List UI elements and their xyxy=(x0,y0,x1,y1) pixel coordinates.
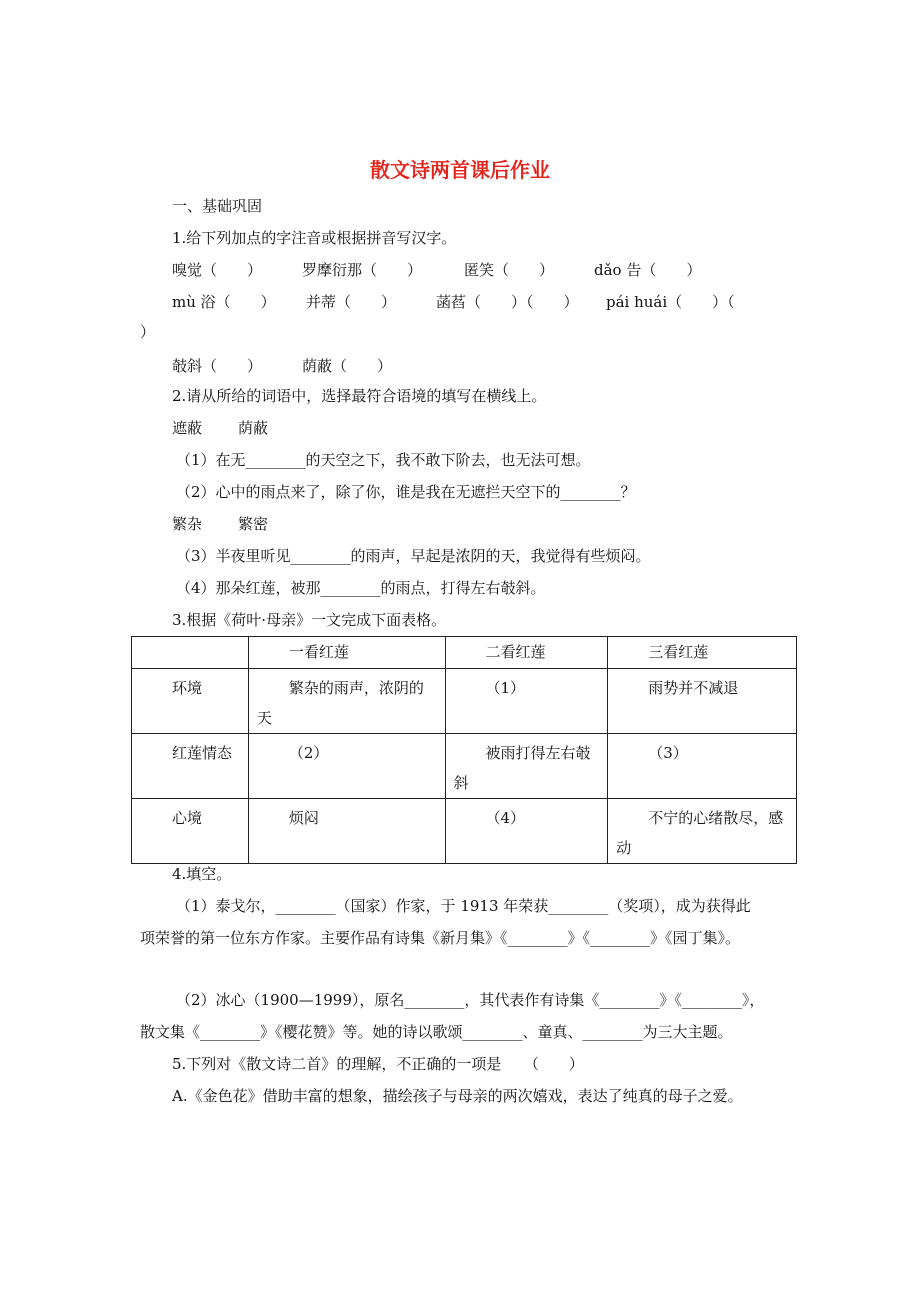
page-title: 散文诗两首课后作业 xyxy=(370,158,550,182)
word-option: 繁密 xyxy=(238,515,269,533)
table-header-cell: 一看红莲 xyxy=(248,637,445,669)
sentence-2: （2）心中的雨点来了，除了你，谁是我在无遮拦天空下的________？ xyxy=(176,483,636,501)
question-3-prompt: 3.根据《荷叶·母亲》一文完成下面表格。 xyxy=(172,611,447,629)
question-1-prompt: 1.给下列加点的字注音或根据拼音写汉字。 xyxy=(172,229,457,247)
table-row-label: 心境 xyxy=(132,799,249,864)
question-5-prompt: 5.下列对《散文诗二首》的理解，不正确的一项是 （ ） xyxy=(172,1055,584,1073)
question-2-prompt: 2.请从所给的词语中，选择最符合语境的填写在横线上。 xyxy=(172,387,547,405)
q1-item: 匿笑（ ） xyxy=(464,261,555,279)
question-4-prompt: 4.填空。 xyxy=(172,865,232,883)
q1-item: 菡萏（ ）（ ） xyxy=(436,293,579,311)
q1-item: 攲斜（ ） xyxy=(172,357,263,375)
sentence-4: （4）那朵红莲，被那________的雨点，打得左右攲斜。 xyxy=(176,579,546,597)
word-option: 遮蔽 xyxy=(172,419,203,437)
table-cell: 雨势并不减退 xyxy=(608,669,797,734)
table-cell: （2） xyxy=(248,734,445,799)
q1-item: 并蒂（ ） xyxy=(306,293,397,311)
q1-item: mù 浴（ ） xyxy=(172,293,276,311)
table-header-cell: 二看红莲 xyxy=(445,637,608,669)
fill-line: 散文集《________》《樱花赞》等。她的诗以歌颂________、童真、________为三大主题。 xyxy=(140,1023,733,1041)
q1-item: dǎo 告（ ） xyxy=(594,261,702,279)
table-cell: 不宁的心绪散尽，感动 xyxy=(608,799,797,864)
sentence-1: （1）在无________的天空之下，我不敢下阶去，也无法可想。 xyxy=(176,451,591,469)
table-cell: （4） xyxy=(445,799,608,864)
sentence-3: （3）半夜里听见________的雨声，早起是浓阴的天，我觉得有些烦闷。 xyxy=(176,547,651,565)
table-row-label: 环境 xyxy=(132,669,249,734)
table-row xyxy=(132,799,797,864)
table-cell: （3） xyxy=(608,734,797,799)
table-row xyxy=(132,669,797,734)
fill-line: （2）冰心（1900—1999），原名________，其代表作有诗集《________》《________》， xyxy=(176,991,765,1009)
table-cell: 烦闷 xyxy=(248,799,445,864)
table-cell: 繁杂的雨声，浓阴的天 xyxy=(248,669,445,734)
table-header-cell: 三看红莲 xyxy=(608,637,797,669)
table-header-cell xyxy=(132,637,249,669)
red-lotus-table xyxy=(131,636,797,864)
table-row xyxy=(132,734,797,799)
word-option: 繁杂 xyxy=(172,515,203,533)
table-cell: （1） xyxy=(445,669,608,734)
section-heading: 一、基础巩固 xyxy=(172,197,263,215)
q1-item: 嗅觉（ ） xyxy=(172,261,263,279)
fill-line: 项荣誉的第一位东方作家。主要作品有诗集《新月集》《________》《________》《园丁集》。 xyxy=(140,929,741,947)
table-row-label: 红莲情态 xyxy=(132,734,249,799)
word-option: 荫蔽 xyxy=(238,419,269,437)
q1-item: 罗摩衍那（ ） xyxy=(302,261,423,279)
table-header-row xyxy=(132,637,797,669)
fill-line: （1）泰戈尔，________（国家）作家，于 1913 年荣获________（奖项），成为获得此 xyxy=(176,897,751,915)
option-a: A.《金色花》借助丰富的想象，描绘孩子与母亲的两次嬉戏，表达了纯真的母子之爱。 xyxy=(172,1087,743,1105)
q1-item: 荫蔽（ ） xyxy=(302,357,393,375)
q1-item: pái huái（ ）（ xyxy=(606,293,735,311)
q1-row-2-wrap: ） xyxy=(140,323,156,341)
table-cell: 被雨打得左右攲斜 xyxy=(445,734,608,799)
